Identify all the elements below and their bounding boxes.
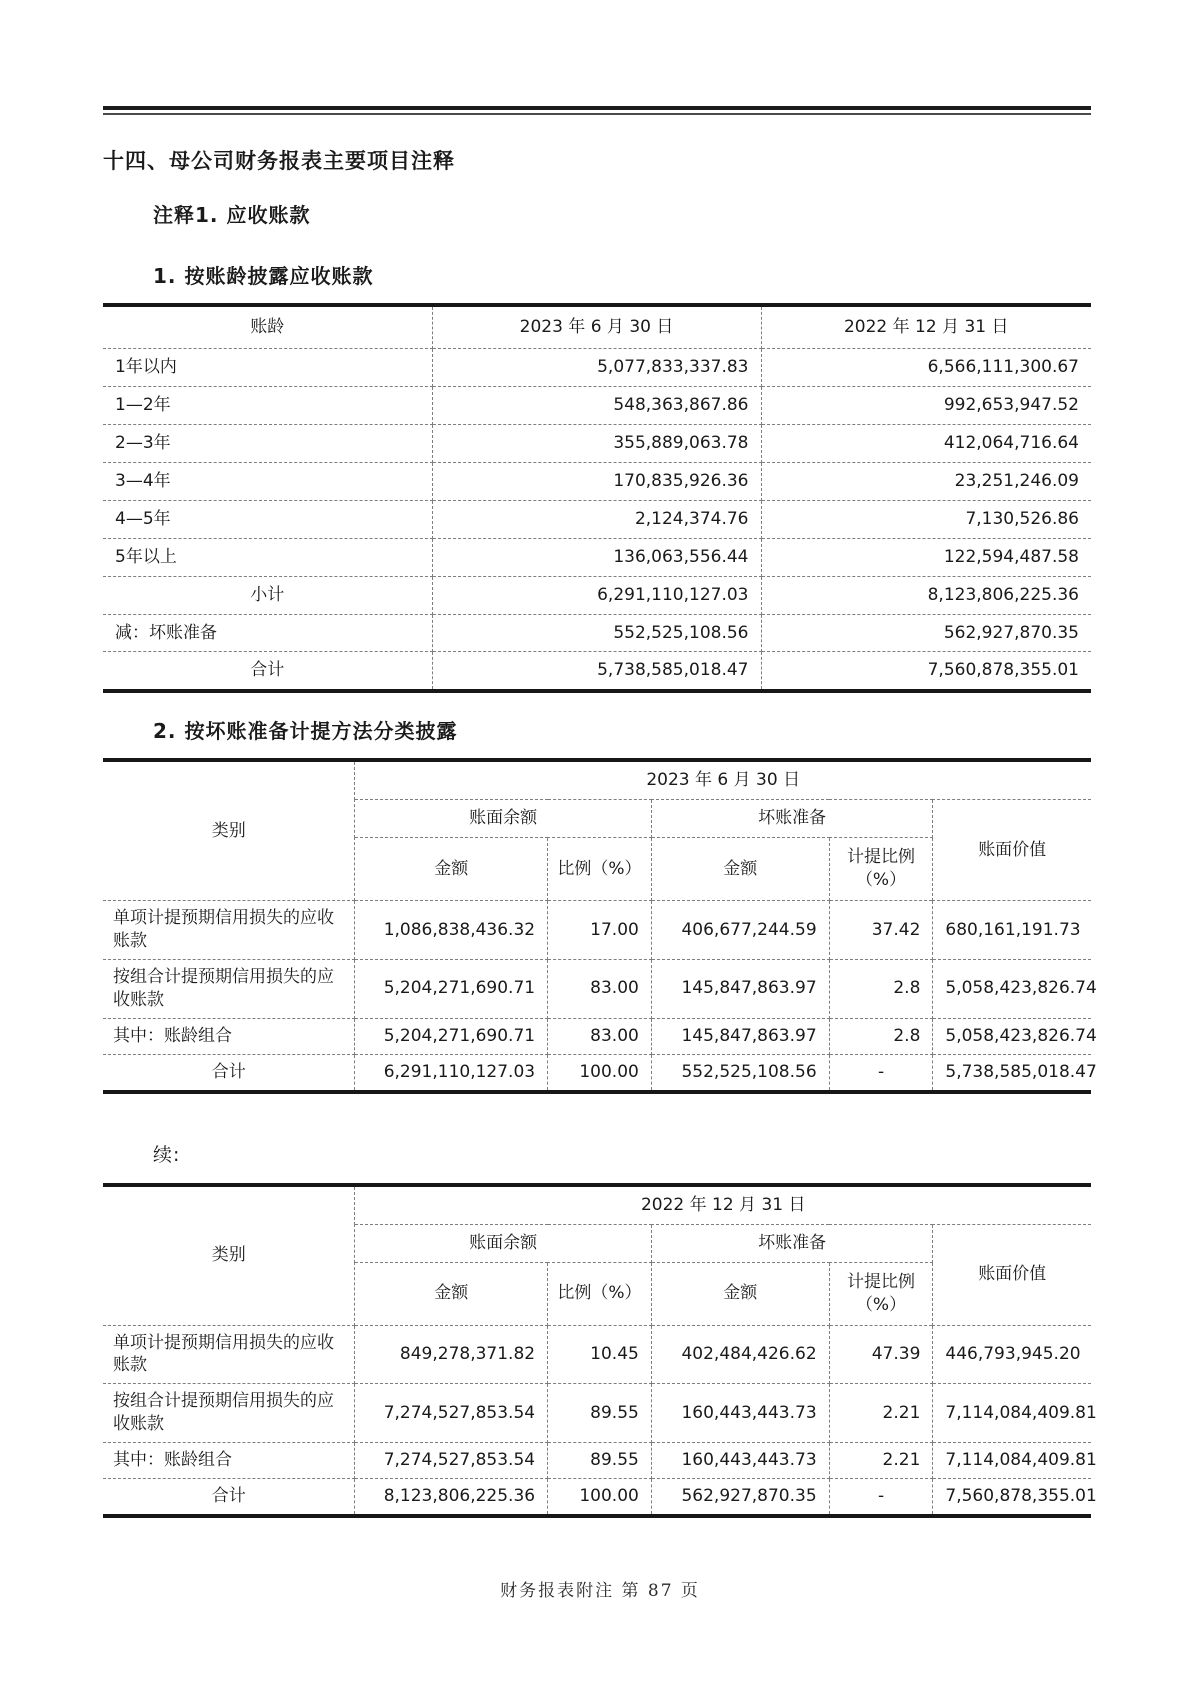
aging-value-2023: 548,363,867.86	[432, 386, 761, 424]
date-header: 2023 年 6 月 30 日	[355, 760, 1091, 799]
amount-value: 1,086,838,436.32	[355, 901, 548, 960]
provision-value-2022: 562,927,870.35	[761, 614, 1091, 652]
aging-table	[103, 303, 1091, 693]
book-value: 5,058,423,826.74	[933, 960, 1091, 1019]
bad-amount-value: 160,443,443.73	[651, 1384, 829, 1443]
bad-debt-provision-header: 坏账准备	[651, 1224, 933, 1262]
ratio-header: 比例（%）	[548, 838, 652, 901]
aging-value-2023: 5,077,833,337.83	[432, 348, 761, 386]
subtotal-value-2023: 6,291,110,127.03	[432, 576, 761, 614]
table-row	[103, 1384, 1091, 1443]
book-balance-header: 账面余额	[355, 1224, 651, 1262]
amount-header: 金额	[651, 838, 829, 901]
book-value-header: 账面价值	[933, 1224, 1091, 1325]
table-row	[103, 500, 1091, 538]
table-row	[103, 424, 1091, 462]
table-row	[103, 614, 1091, 652]
table-row	[103, 538, 1091, 576]
table-row	[103, 1443, 1091, 1479]
page-title: 十四、母公司财务报表主要项目注释	[103, 149, 455, 173]
aging-value-2023: 136,063,556.44	[432, 538, 761, 576]
category-label: 其中：账龄组合	[103, 1018, 355, 1054]
bad-debt-provision-header: 坏账准备	[651, 800, 933, 838]
page-content	[103, 0, 1097, 1518]
category-label: 按组合计提预期信用损失的应收账款	[103, 1384, 355, 1443]
aging-value-2022: 992,653,947.52	[761, 386, 1091, 424]
amount-value: 7,274,527,853.54	[355, 1443, 548, 1479]
ratio-value: 100.00	[548, 1479, 652, 1516]
book-value: 7,114,084,409.81	[933, 1384, 1091, 1443]
bad-amount-value: 562,927,870.35	[651, 1479, 829, 1516]
table-row	[103, 901, 1091, 960]
aging-value-2023: 2,124,374.76	[432, 500, 761, 538]
book-value: 7,560,878,355.01	[933, 1479, 1091, 1516]
provision-ratio-value: 2.8	[829, 1018, 933, 1054]
subtotal-row	[103, 576, 1091, 614]
section2-title: 2. 按坏账准备计提方法分类披露	[153, 719, 458, 744]
table-row	[103, 1325, 1091, 1384]
bad-amount-value: 552,525,108.56	[651, 1054, 829, 1091]
aging-value-2022: 122,594,487.58	[761, 538, 1091, 576]
amount-value: 849,278,371.82	[355, 1325, 548, 1384]
provision-value-2023: 552,525,108.56	[432, 614, 761, 652]
book-balance-header: 账面余额	[355, 800, 651, 838]
amount-header: 金额	[355, 838, 548, 901]
ratio-value: 89.55	[548, 1384, 652, 1443]
provision-ratio-header: 计提比例（%）	[829, 838, 933, 901]
total-value-2022: 7,560,878,355.01	[761, 652, 1091, 691]
provision-ratio-value: 47.39	[829, 1325, 933, 1384]
table-row	[103, 462, 1091, 500]
book-value: 5,738,585,018.47	[933, 1054, 1091, 1091]
total-row	[103, 652, 1091, 691]
ratio-value: 17.00	[548, 901, 652, 960]
book-value: 446,793,945.20	[933, 1325, 1091, 1384]
bad-amount-value: 145,847,863.97	[651, 960, 829, 1019]
method-table-header-row-1	[103, 1185, 1091, 1224]
provision-ratio-value: 2.21	[829, 1443, 933, 1479]
total-label: 合计	[103, 652, 432, 691]
total-row	[103, 1479, 1091, 1516]
aging-label: 1年以内	[103, 348, 432, 386]
provision-ratio-header: 计提比例（%）	[829, 1262, 933, 1325]
total-value-2023: 5,738,585,018.47	[432, 652, 761, 691]
bad-amount-value: 145,847,863.97	[651, 1018, 829, 1054]
method-table-2022	[103, 1183, 1097, 1518]
category-label: 单项计提预期信用损失的应收账款	[103, 901, 355, 960]
subtotal-value-2022: 8,123,806,225.36	[761, 576, 1091, 614]
provision-ratio-value: 37.42	[829, 901, 933, 960]
aging-value-2023: 355,889,063.78	[432, 424, 761, 462]
ratio-value: 10.45	[548, 1325, 652, 1384]
aging-value-2022: 6,566,111,300.67	[761, 348, 1091, 386]
table-row	[103, 348, 1091, 386]
bad-amount-value: 160,443,443.73	[651, 1443, 829, 1479]
subtotal-label: 小计	[103, 576, 432, 614]
aging-col-header: 账龄	[103, 305, 432, 348]
date-2022-col-header: 2022 年 12 月 31 日	[761, 305, 1091, 348]
ratio-value: 83.00	[548, 960, 652, 1019]
amount-header: 金额	[651, 1262, 829, 1325]
aging-label: 3—4年	[103, 462, 432, 500]
ratio-value: 100.00	[548, 1054, 652, 1091]
total-label: 合计	[103, 1479, 355, 1516]
amount-value: 6,291,110,127.03	[355, 1054, 548, 1091]
provision-ratio-value: 2.8	[829, 960, 933, 1019]
category-col-header: 类别	[103, 1185, 355, 1325]
table-row	[103, 960, 1091, 1019]
aging-value-2022: 23,251,246.09	[761, 462, 1091, 500]
less-provision-label: 减：坏账准备	[103, 614, 432, 652]
bad-amount-value: 406,677,244.59	[651, 901, 829, 960]
amount-value: 5,204,271,690.71	[355, 1018, 548, 1054]
aging-label: 1—2年	[103, 386, 432, 424]
book-value: 5,058,423,826.74	[933, 1018, 1091, 1054]
aging-label: 5年以上	[103, 538, 432, 576]
bad-amount-value: 402,484,426.62	[651, 1325, 829, 1384]
book-value: 680,161,191.73	[933, 901, 1091, 960]
table-row	[103, 1018, 1091, 1054]
section1-title: 1. 按账龄披露应收账款	[153, 264, 374, 288]
aging-value-2022: 412,064,716.64	[761, 424, 1091, 462]
header-rule	[103, 106, 1091, 115]
aging-value-2023: 170,835,926.36	[432, 462, 761, 500]
ratio-header: 比例（%）	[548, 1262, 652, 1325]
table-row	[103, 386, 1091, 424]
continued-label: 续:	[153, 1143, 181, 1166]
date-header: 2022 年 12 月 31 日	[355, 1185, 1091, 1224]
ratio-value: 83.00	[548, 1018, 652, 1054]
category-col-header: 类别	[103, 760, 355, 900]
aging-label: 2—3年	[103, 424, 432, 462]
category-label: 其中：账龄组合	[103, 1443, 355, 1479]
category-label: 按组合计提预期信用损失的应收账款	[103, 960, 355, 1019]
amount-value: 7,274,527,853.54	[355, 1384, 548, 1443]
total-row	[103, 1054, 1091, 1091]
amount-header: 金额	[355, 1262, 548, 1325]
amount-value: 8,123,806,225.36	[355, 1479, 548, 1516]
category-label: 单项计提预期信用损失的应收账款	[103, 1325, 355, 1384]
ratio-value: 89.55	[548, 1443, 652, 1479]
note-title: 注释1. 应收账款	[153, 203, 311, 227]
aging-value-2022: 7,130,526.86	[761, 500, 1091, 538]
provision-ratio-value: 2.21	[829, 1384, 933, 1443]
aging-table-header-row	[103, 305, 1091, 348]
page-footer: 财务报表附注 第 87 页	[500, 1581, 700, 1601]
method-table-header-row-1	[103, 760, 1091, 799]
amount-value: 5,204,271,690.71	[355, 960, 548, 1019]
book-value: 7,114,084,409.81	[933, 1443, 1091, 1479]
provision-ratio-value: -	[829, 1054, 933, 1091]
method-table-2023	[103, 758, 1097, 1093]
book-value-header: 账面价值	[933, 800, 1091, 901]
date-2023-col-header: 2023 年 6 月 30 日	[432, 305, 761, 348]
provision-ratio-value: -	[829, 1479, 933, 1516]
total-label: 合计	[103, 1054, 355, 1091]
aging-label: 4—5年	[103, 500, 432, 538]
